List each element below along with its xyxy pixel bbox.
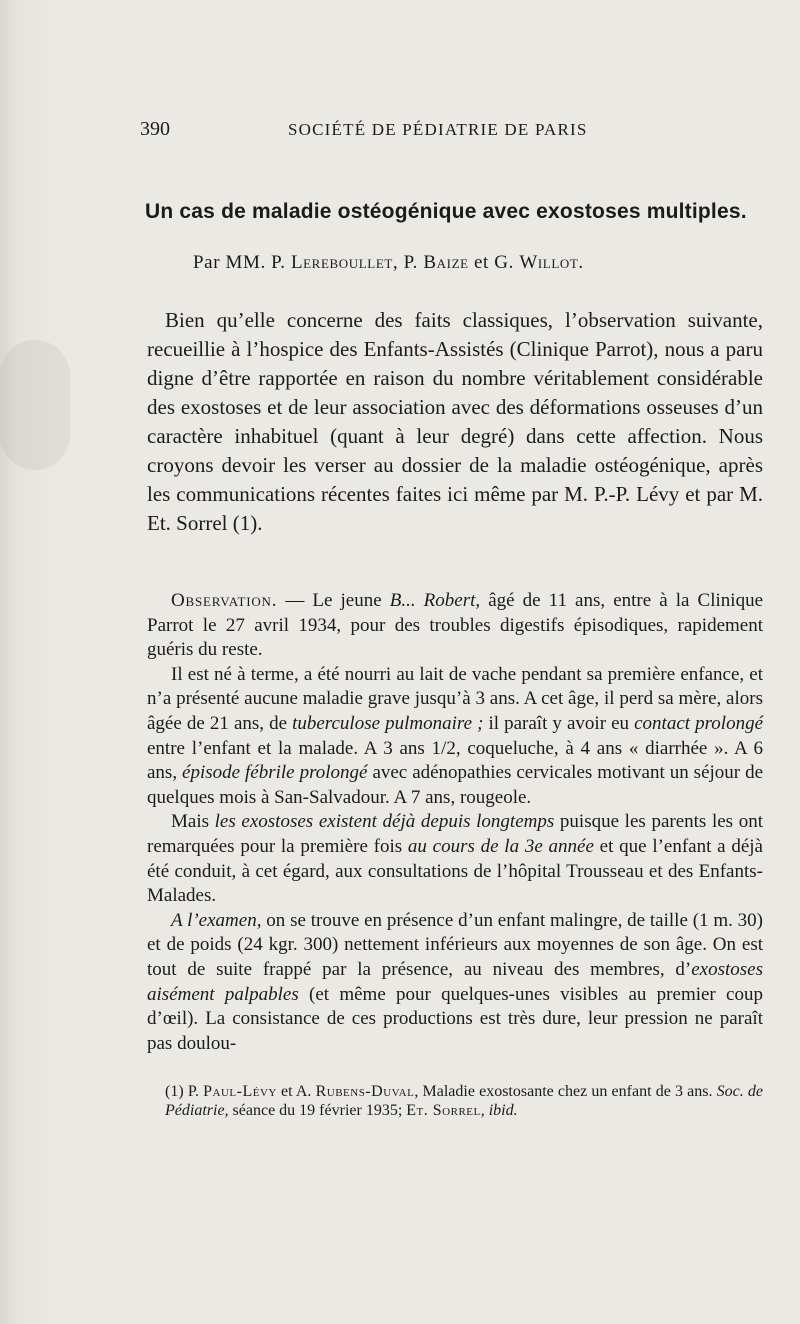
library-stamp-bleedthrough xyxy=(0,340,70,470)
text-run: (et même pour quelques-unes visibles au premier coup d’œil). La consistance de ces productions est très dure, leur pression ne paraît pas doulou- xyxy=(147,983,763,1054)
text-run: et A. xyxy=(276,1083,316,1100)
italic-run: épisode fébrile prolongé xyxy=(182,762,368,784)
journal-title: SOCIÉTÉ DE PÉDIATRIE DE PARIS xyxy=(288,120,588,139)
author-willot: Willot xyxy=(519,252,579,273)
byline xyxy=(193,252,584,274)
italic-run: les exostoses existent déjà depuis longtemps xyxy=(214,811,555,833)
author-lereboullet: Lereboullet xyxy=(290,252,393,273)
observation-paragraph-2 xyxy=(147,663,763,811)
intro-paragraph: Bien qu’elle concerne des faits classiques, l’observation suivante, recueillie à l’hospice des Enfants-Assistés (Clinique Parrot), nous a paru digne d’être rapportée en raison du nombre véritablement considérable des exostoses et de leur association avec des déformations osseuses d’un caractère inhabituel (quant à leur degré) dans cette affection. Nous croyons devoir les verser au dossier de la maladie ostéogénique, après les communications récentes faites ici même par M. P.-P. Lévy et par M. Et. Sorrel (1). xyxy=(147,308,763,535)
footnote-journal: Soc. de Pédiatrie, xyxy=(165,1083,764,1119)
byline-sep1: , P. xyxy=(392,252,424,273)
footnote-author: Paul-Lévy xyxy=(203,1083,277,1100)
text-run: entre l’enfant et la malade. A 3 ans 1/2, coqueluche, à 4 ans « diarrhée ». A 6 ans, xyxy=(147,737,763,784)
text-run: (1) P. xyxy=(165,1083,204,1100)
text-run: , xyxy=(480,1102,489,1119)
text-run: séance du 19 février 1935; xyxy=(228,1102,407,1119)
footnote-author: Rubens-Duval xyxy=(315,1083,415,1100)
observation-label: Observation. xyxy=(171,590,278,611)
observation-paragraph-4 xyxy=(147,909,763,1057)
text-run: , Maladie exostosante chez un enfant de 3 ans. xyxy=(414,1083,717,1100)
text-run: avec adénopathies cervicales motivant un séjour de quelques mois à San-Salvadour. A 7 ans, rougeole. xyxy=(147,762,763,808)
page-number: 390 xyxy=(140,118,170,140)
text-run: Mais xyxy=(171,811,215,833)
byline-prefix: Par MM. P. xyxy=(193,252,291,273)
intro-section xyxy=(147,306,763,538)
text-run: on se trouve en présence d’un enfant malingre, de taille (1 m. 30) et de poids (24 kgr. 300) nettement inférieurs aux moyennes de son âge. On est tout de suite frappé par la présence, au niveau des membres, d’ xyxy=(147,909,764,980)
byline-sep2: et G. xyxy=(468,252,520,273)
footnote xyxy=(165,1082,763,1120)
italic-run: A l’examen, xyxy=(171,909,262,931)
text-run: — Le jeune xyxy=(277,590,390,611)
text-run: Il est né à terme, a été nourri au lait de vache pendant sa première enfance, et n’a présenté aucune maladie grave jusqu’à 3 ans. A cet âge, il perd sa mère, alors âgée de 21 ans, de xyxy=(147,663,763,734)
italic-run: contact prolongé xyxy=(634,712,764,734)
patient-name: B... Robert, xyxy=(389,590,481,611)
text-run: âgé de 11 ans, entre à la Clinique Parrot le 27 avril 1934, pour des troubles digestifs épisodiques, rapidement guéris du reste. xyxy=(147,590,764,661)
observation-section xyxy=(147,589,763,1056)
italic-run: au cours de la 3e année xyxy=(407,835,594,857)
text-run: et que l’enfant a déjà été conduit, à cet égard, aux consultations de l’hôpital Trousseau et des Enfants-Malades. xyxy=(147,835,763,907)
observation-paragraph-3 xyxy=(147,810,763,908)
italic-run: tuberculose pulmonaire ; xyxy=(292,712,484,734)
footnote-ibid: ibid. xyxy=(488,1102,518,1119)
footnote-author: Et. Sorrel xyxy=(406,1102,481,1119)
text-run: il paraît y avoir eu xyxy=(483,712,635,734)
byline-suffix: . xyxy=(578,252,584,273)
article-title: Un cas de maladie ostéogénique avec exostoses multiples. xyxy=(145,200,747,223)
observation-paragraph-1 xyxy=(147,589,763,663)
author-baize: Baize xyxy=(423,252,469,273)
text-run: puisque les parents les ont remarquées pour la première fois xyxy=(147,811,764,857)
italic-run: exostoses aisément palpables xyxy=(147,958,763,1005)
